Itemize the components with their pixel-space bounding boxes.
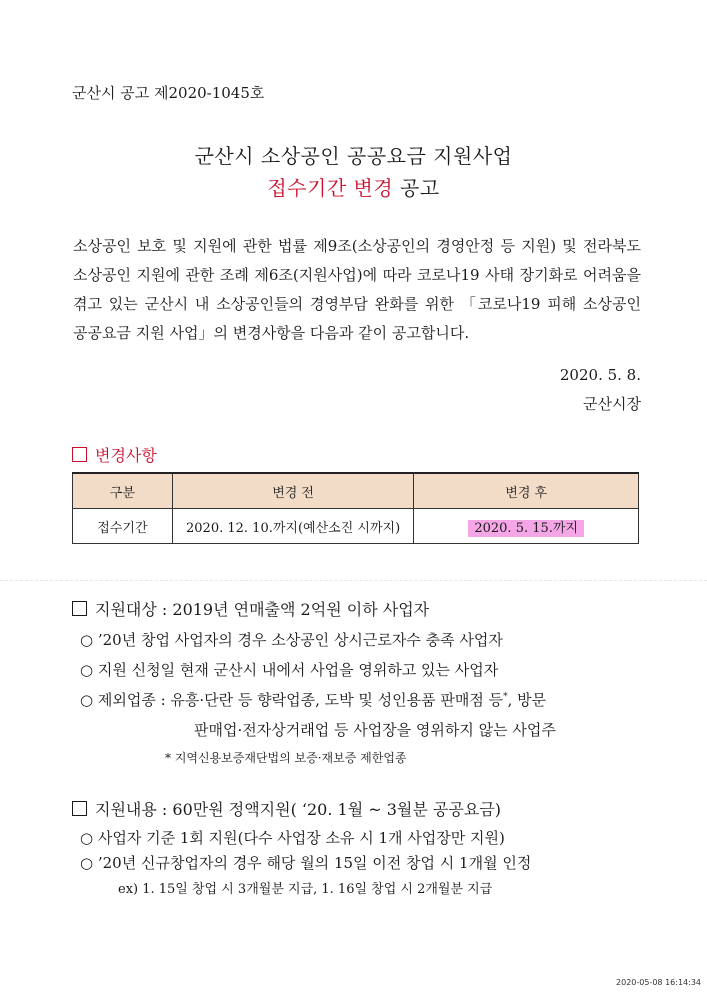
document-title: 군산시 소상공인 공공요금 지원사업 — [194, 144, 513, 168]
intro-paragraph: 소상공인 보호 및 지원에 관한 법률 제9조(소상공인의 경영안정 등 지원) 및 전라북도 소상공인 지원에 관한 조례 제6조(지원사업)에 따라 코로나19 사태 장기화로 어려움을 겪고 있는 군산시 내 소상공인들의 경영부담 완화를 위한 「코로나19 피해 소상공인 공공요금 지원 사업」의 변경사항을 다음과 같이 공고합니다. — [73, 237, 641, 342]
list-item-text: 제외업종 : 유흥·단란 등 향락업종, 도박 및 성인용품 판매점 등 — [97, 691, 504, 709]
circle-bullet-icon: ○ — [80, 854, 94, 872]
eligibility-heading — [72, 597, 429, 620]
table-cell: 2020. 12. 10.까지(예산소진 시까지) — [172, 509, 414, 544]
issuer-name: 군산시장 — [583, 395, 641, 413]
print-timestamp: 2020-05-08 16:14:34 — [616, 978, 701, 987]
subtitle-rest: 공고 — [393, 176, 440, 200]
list-item-continuation: 판매업·전자상거래업 등 사업장을 영위하지 않는 사업주 — [194, 721, 556, 739]
change-section-heading — [72, 443, 157, 466]
list-item-text-suffix: , 방문 — [507, 691, 547, 709]
square-bullet-icon — [72, 447, 87, 462]
table-cell: 접수기간 — [73, 509, 173, 544]
highlighted-new-deadline: 2020. 5. 15.까지 — [468, 520, 584, 537]
table-header-cell: 구분 — [73, 473, 173, 509]
list-item-text: ’20년 창업 사업자의 경우 소상공인 상시근로자수 충족 사업자 — [97, 631, 503, 649]
change-heading-text: 변경사항 — [95, 446, 157, 465]
list-item — [80, 827, 505, 848]
change-table — [72, 472, 639, 544]
table-header-cell: 변경 전 — [172, 473, 414, 509]
list-item — [80, 852, 531, 873]
document-subtitle — [0, 172, 707, 201]
support-heading — [72, 797, 501, 820]
footnote-mark: * — [503, 692, 508, 702]
support-heading-text: 지원내용 : 60만원 정액지원( ‘20. 1월 ~ 3월분 공공요금) — [95, 800, 501, 819]
table-header-row — [73, 473, 639, 509]
divider — [0, 580, 707, 581]
footnote: * 지역신용보증재단법의 보증·재보증 제한업종 — [165, 751, 407, 765]
example-note: ex) 1. 15일 창업 시 3개월분 지급, 1. 16일 창업 시 2개월분 지급 — [118, 882, 493, 897]
circle-bullet-icon: ○ — [80, 691, 94, 709]
circle-bullet-icon: ○ — [80, 631, 94, 649]
notice-number: 군산시 공고 제2020-1045호 — [72, 84, 265, 102]
notice-date: 2020. 5. 8. — [559, 366, 641, 384]
list-item — [80, 689, 546, 710]
list-item — [80, 659, 498, 680]
subtitle-highlight: 접수기간 변경 — [267, 176, 394, 200]
circle-bullet-icon: ○ — [80, 829, 94, 847]
list-item — [80, 629, 503, 650]
list-item-text: ’20년 신규창업자의 경우 해당 월의 15일 이전 창업 시 1개월 인정 — [97, 854, 532, 872]
table-row — [73, 509, 639, 544]
square-bullet-icon — [72, 801, 87, 816]
square-bullet-icon — [72, 601, 87, 616]
eligibility-heading-text: 지원대상 : 2019년 연매출액 2억원 이하 사업자 — [95, 600, 430, 619]
list-item-text: 지원 신청일 현재 군산시 내에서 사업을 영위하고 있는 사업자 — [97, 661, 499, 679]
circle-bullet-icon: ○ — [80, 661, 94, 679]
list-item-text: 사업자 기준 1회 지원(다수 사업장 소유 시 1개 사업장만 지원) — [97, 829, 505, 847]
table-cell-highlighted — [414, 509, 639, 544]
table-header-cell: 변경 후 — [414, 473, 639, 509]
